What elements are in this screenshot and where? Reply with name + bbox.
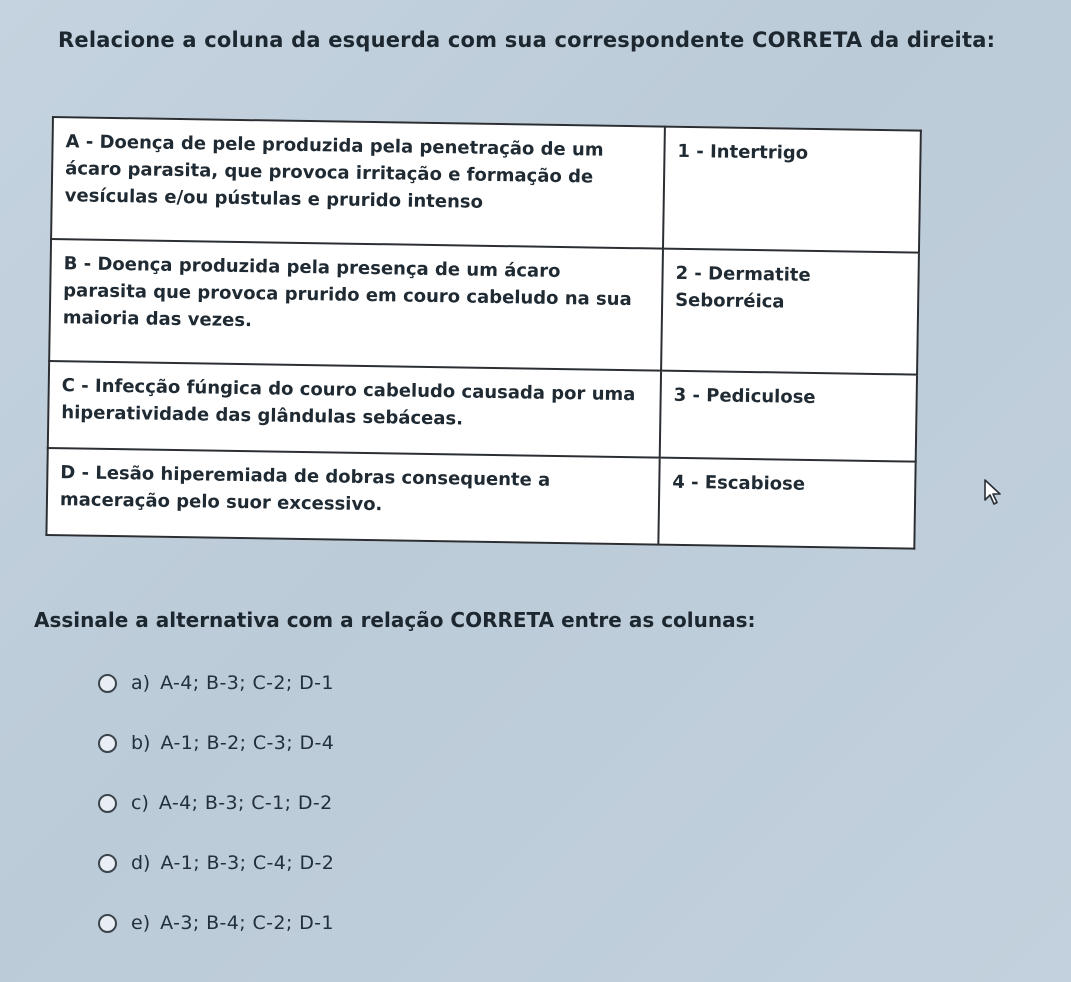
radio-button-icon[interactable] xyxy=(98,794,117,813)
left-column-cell: B - Doença produzida pela presença de um ácaro parasita que provoca prurido em couro cabeludo na sua maioria das vezes. xyxy=(49,239,663,371)
radio-button-icon[interactable] xyxy=(98,914,117,933)
right-column-cell: 3 - Pediculose xyxy=(660,371,917,462)
option-c[interactable] xyxy=(98,788,334,818)
table-row xyxy=(48,361,917,462)
left-column-cell: D - Lesão hiperemiada de dobras consequente a maceração pelo suor excessivo. xyxy=(46,448,659,545)
mouse-pointer-icon xyxy=(983,478,1005,506)
radio-button-icon[interactable] xyxy=(98,734,117,753)
option-letter: e) xyxy=(131,912,151,934)
option-letter: c) xyxy=(131,792,149,814)
left-column-cell: C - Infecção fúngica do couro cabeludo causada por uma hiperatividade das glândulas sebáceas. xyxy=(48,361,661,458)
radio-button-icon[interactable] xyxy=(98,674,117,693)
option-d[interactable] xyxy=(98,848,334,878)
table-row xyxy=(49,239,919,375)
instruction-text: Assinale a alternativa com a relação CORRETA entre as colunas: xyxy=(34,608,756,632)
right-column-cell: 1 - Intertrigo xyxy=(663,127,921,253)
answer-options xyxy=(98,668,334,968)
option-text: A-4; B-3; C-1; D-2 xyxy=(158,792,333,814)
option-text: A-1; B-2; C-3; D-4 xyxy=(160,732,335,754)
option-text: A-4; B-3; C-2; D-1 xyxy=(160,672,334,694)
table-row xyxy=(51,117,921,253)
right-column-cell: 4 - Escabiose xyxy=(658,458,915,549)
table-row xyxy=(46,448,915,549)
question-title: Relacione a coluna da esquerda com sua correspondente CORRETA da direita: xyxy=(58,28,996,52)
option-text: A-3; B-4; C-2; D-1 xyxy=(160,912,334,934)
option-e[interactable] xyxy=(98,908,334,938)
matching-table xyxy=(45,116,921,550)
option-letter: d) xyxy=(131,852,151,874)
option-b[interactable] xyxy=(98,728,334,758)
right-column-cell: 2 - Dermatite Seborréica xyxy=(661,249,919,375)
left-column-cell: A - Doença de pele produzida pela penetração de um ácaro parasita, que provoca irritação e formação de vesículas e/ou pústulas e prurido intenso xyxy=(51,117,665,249)
option-a[interactable] xyxy=(98,668,334,698)
radio-button-icon[interactable] xyxy=(98,854,117,873)
option-letter: b) xyxy=(131,732,151,754)
option-letter: a) xyxy=(131,672,151,694)
option-text: A-1; B-3; C-4; D-2 xyxy=(160,852,335,874)
